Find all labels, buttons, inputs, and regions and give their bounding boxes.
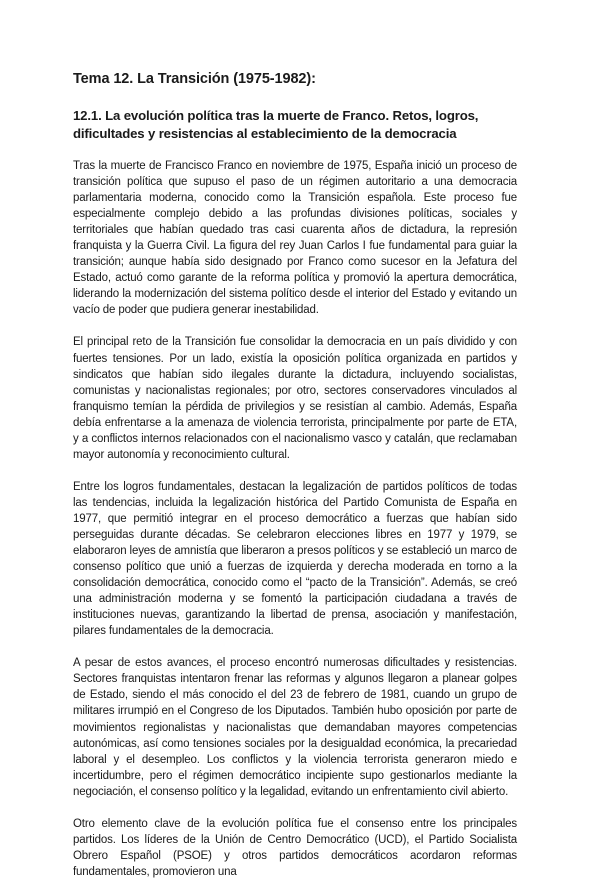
section-heading: 12.1. La evolución política tras la muerte de Franco. Retos, logros, dificultades y resistencias al establecimiento de la democracia <box>73 108 479 141</box>
paragraph: El principal reto de la Transición fue consolidar la democracia en un país dividido y con fuertes tensiones. Por un lado, existía la oposición política organizada en partidos y sindicatos que habían sido ilegales durante la dictadura, incluyendo socialistas, comunistas y nacionalistas regionales; por otro, sectores conservadores vinculados al franquismo temían la pérdida de privilegios y se resistían al cambio. Además, España debía enfrentarse a la amenaza de violencia terrorista, principalmente por parte de ETA, y a conflictos internos relacionados con el nacionalismo vasco y catalán, que reclamaban mayor autonomía y reconocimiento cultural. <box>73 336 517 461</box>
document-title: Tema 12. La Transición (1975-1982): <box>73 71 316 87</box>
paragraph: Tras la muerte de Francisco Franco en noviembre de 1975, España inició un proceso de transición política que supuso el paso de un régimen autoritario a una democracia parlamentaria moderna, conocido como la Transición española. Este proceso fue especialmente complejo debido a las profundas divisiones políticas, sociales y territoriales que habían quedado tras casi cuarenta años de dictadura, la represión franquista y la Guerra Civil. La figura del rey Juan Carlos I fue fundamental para guiar la transición; aunque había sido designado por Franco como sucesor en la Jefatura del Estado, actuó como garante de la reforma política y promovió la apertura democrática, liderando la modernización del sistema político desde el interior del Estado y evitando un vacío de poder que pudiera generar inestabilidad. <box>73 160 517 317</box>
paragraph: Otro elemento clave de la evolución política fue el consenso entre los principales partidos. Los líderes de la Unión de Centro Democrático (UCD), el Partido Socialista Obrero Español (PSOE) y otros partidos democráticos acordaron reformas fundamentales, promovieron una <box>73 817 517 878</box>
paragraph: Entre los logros fundamentales, destacan la legalización de partidos políticos de todas las tendencias, incluida la legalización histórica del Partido Comunista de España en 1977, que permitió integrar en el proceso democrático a fuerzas que habían sido perseguidas durante décadas. Se celebraron elecciones libres en 1977 y 1979, se elaboraron leyes de amnistía que liberaron a presos políticos y se estableció un marco de consenso político que unió a fuerzas de izquierda y derecha moderada en torno a la consolidación democrática, conocido como el “pacto de la Transición”. Además, se creó una administración moderna y se fomentó la participación ciudadana a través de instituciones nuevas, garantizando la libertad de prensa, asociación y manifestación, pilares fundamentales de la democracia. <box>73 480 517 638</box>
paragraph: A pesar de estos avances, el proceso encontró numerosas dificultades y resistencias. Sectores franquistas intentaron frenar las reformas y algunos llegaron a planear golpes de Estado, siendo el más conocido el del 23 de febrero de 1981, cuando un grupo de militares irrumpió en el Congreso de los Diputados. También hubo oposición por parte de movimientos regionalistas y nacionalistas que demandaban mayores competencias autonómicas, así como tensiones sociales por la desigualdad económica, la precariedad laboral y el desempleo. Los conflictos y la violencia terrorista generaron miedo e incertidumbre, pero el régimen democrático incipiente supo gestionarlos mediante la negociación, el consenso político y la legalidad, evitando un enfrentamiento civil abierto. <box>73 657 517 798</box>
